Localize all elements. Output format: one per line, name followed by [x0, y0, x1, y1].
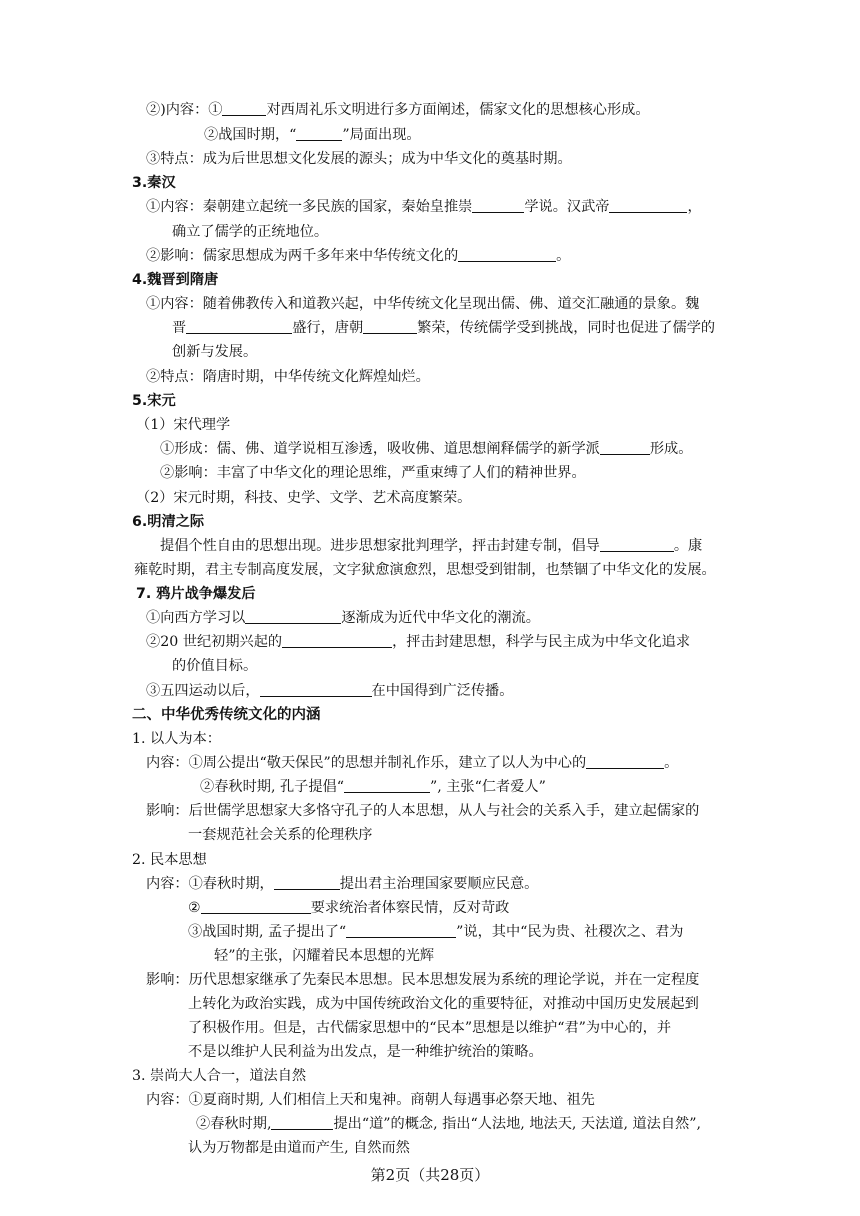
text-line	[196, 1114, 701, 1134]
section-heading	[132, 173, 176, 193]
line-text: 2. 民本思想	[132, 852, 207, 868]
text-line	[146, 632, 690, 652]
line-text: 了积极作用。但是，古代儒家思想中的“民本”思想是以维护“君”为中心的，并	[188, 1020, 672, 1036]
fill-in-blank[interactable]	[222, 100, 266, 116]
text-line	[146, 970, 699, 990]
line-text: （1）宋代理学	[136, 417, 231, 433]
fill-in-blank[interactable]	[609, 197, 687, 213]
text-line	[204, 125, 421, 145]
text-line	[172, 318, 715, 338]
line-text: 提出“道”的概念, 指出“人法地, 地法天, 天法道, 道法自然”,	[333, 1116, 701, 1132]
line-text: 轻”的主张，闪耀着民本思想的光辉	[214, 948, 435, 964]
line-text: 一套规范社会关系的伦理秩序	[188, 827, 373, 843]
text-line	[146, 801, 699, 821]
line-text: 在中国得到广泛传播。	[371, 683, 514, 699]
fill-in-blank[interactable]	[201, 898, 311, 914]
line-text: 上转化为政治实践，成为中国传统政治文化的重要特征，对推动中国历史发展起到	[188, 996, 699, 1012]
line-text: （2）宋元时期，科技、史学、文学、艺术高度繁荣。	[136, 490, 472, 506]
line-text: 4.魏晋到隋唐	[132, 272, 219, 288]
line-text: ②春秋时期,	[196, 1116, 272, 1132]
line-text: 。康	[673, 538, 703, 554]
text-line	[132, 729, 221, 749]
line-text: ③五四运动以后，	[146, 683, 260, 699]
line-text: ②20 世纪初期兴起的	[146, 634, 283, 650]
line-text: 6.明清之际	[132, 514, 205, 530]
text-line	[136, 488, 471, 508]
line-text: 7. 鸦片战争爆发后	[136, 586, 256, 602]
line-text: ①内容：随着佛教传入和道教兴起，中华传统文化呈现出儒、佛、道交汇融通的景象。魏	[146, 296, 700, 312]
text-line	[188, 1042, 543, 1062]
text-line	[188, 825, 372, 845]
line-text: 内容：①夏商时期, 人们相信上天和鬼神。商朝人每遇事必祭天地、祖先	[146, 1092, 595, 1108]
fill-in-blank[interactable]	[245, 608, 341, 624]
line-text: 内容：①周公提出“敬天保民”的思想并制礼作乐，建立了以人为中心的	[146, 755, 587, 771]
text-line	[160, 463, 586, 483]
line-text: 盛行，唐朝	[292, 320, 364, 336]
text-line	[214, 946, 434, 966]
line-text: ”, 主张“仁者爱人”	[429, 779, 546, 795]
line-text: ①内容：秦朝建立起统一多民族的国家，秦始皇推崇	[146, 199, 473, 215]
text-line	[146, 149, 572, 169]
text-line	[172, 656, 257, 676]
text-line	[160, 439, 692, 459]
fill-in-blank[interactable]	[472, 197, 524, 213]
section-heading	[132, 270, 218, 290]
line-text: 雍乾时期，君主专制高度发展，文字狱愈演愈烈，思想受到钳制，也禁锢了中华文化的发展。	[134, 562, 716, 578]
line-text: 二、中华优秀传统文化的内涵	[132, 707, 321, 723]
line-text: ，	[687, 199, 702, 215]
line-text: 要求统治者体察民情，反对苛政	[310, 900, 510, 916]
line-text: 提倡个性自由的思想出现。进步思想家批判理学，抨击封建专制，倡导	[160, 538, 600, 554]
text-line	[146, 1090, 595, 1110]
text-line	[146, 246, 570, 266]
section-heading	[136, 584, 256, 604]
text-line	[132, 1066, 306, 1086]
line-text: 逐渐成为近代中华文化的潮流。	[341, 610, 540, 626]
text-line	[146, 874, 538, 894]
line-text: ”局面出现。	[342, 127, 421, 143]
line-text: 繁荣，传统儒学受到挑战，同时也促进了儒学的	[417, 320, 716, 336]
text-line	[188, 1138, 410, 1158]
line-text: 3. 崇尚大人合一，道法自然	[132, 1068, 307, 1084]
text-line	[146, 100, 650, 120]
line-text: 对西周礼乐文明进行多方面阐述，儒家文化的思想核心形成。	[266, 102, 650, 118]
line-text: 的价值目标。	[172, 658, 258, 674]
text-line	[160, 536, 702, 556]
fill-in-blank[interactable]	[344, 777, 430, 793]
line-text: ②影响：儒家思想成为两千多年来中华传统文化的	[146, 248, 459, 264]
line-text: 形成。	[649, 441, 693, 457]
line-text: 5.宋元	[132, 393, 176, 409]
text-line	[172, 342, 257, 362]
line-text: ②)内容：①	[146, 102, 223, 118]
line-text: ②春秋时期, 孔子提倡“	[200, 779, 344, 795]
line-text: ②影响：丰富了中华文化的理论思维，严重束缚了人们的精神世界。	[160, 465, 586, 481]
line-text: 影响：历代思想家继承了先秦民本思想。民本思想发展为系统的理论学说，并在一定程度	[146, 972, 700, 988]
line-text: 。	[556, 248, 571, 264]
section-heading	[132, 705, 321, 725]
text-line	[146, 197, 702, 217]
fill-in-blank[interactable]	[271, 1114, 333, 1130]
fill-in-blank[interactable]	[363, 318, 417, 334]
text-line	[200, 777, 546, 797]
line-text: ③战国时期, 孟子提出了“	[188, 924, 347, 940]
text-line	[146, 608, 540, 628]
text-line	[132, 850, 207, 870]
fill-in-blank[interactable]	[282, 632, 392, 648]
text-line	[172, 222, 328, 242]
line-text: ②特点：隋唐时期，中华传统文化辉煌灿烂。	[146, 369, 430, 385]
line-text: ”说，其中“民为贵、社稷次之、君为	[456, 924, 684, 940]
text-line	[188, 1018, 671, 1038]
line-text: 确立了儒学的正统地位。	[172, 224, 329, 240]
fill-in-blank[interactable]	[346, 922, 456, 938]
fill-in-blank[interactable]	[586, 753, 664, 769]
text-line	[146, 681, 513, 701]
fill-in-blank[interactable]	[260, 681, 372, 697]
page-footer: 第2页（共28页）	[370, 1166, 490, 1184]
text-line	[136, 415, 230, 435]
text-line	[134, 560, 716, 580]
line-text: 内容：①春秋时期，	[146, 876, 274, 892]
line-text: 。	[664, 755, 679, 771]
text-line	[188, 994, 699, 1014]
fill-in-blank[interactable]	[458, 246, 556, 262]
text-line	[146, 753, 678, 773]
text-line	[146, 367, 430, 387]
section-heading	[132, 391, 176, 411]
text-line	[146, 294, 699, 314]
line-text: ②战国时期，“	[204, 127, 297, 143]
fill-in-blank[interactable]	[296, 125, 342, 141]
line-text: 认为万物都是由道而产生, 自然而然	[188, 1140, 410, 1156]
text-line	[188, 922, 683, 942]
line-text: 晋	[172, 320, 187, 336]
fill-in-blank[interactable]	[600, 536, 674, 552]
line-text: ②	[188, 900, 201, 916]
fill-in-blank[interactable]	[186, 318, 292, 334]
text-line	[188, 898, 509, 918]
fill-in-blank[interactable]	[274, 874, 340, 890]
fill-in-blank[interactable]	[600, 439, 650, 455]
line-text: ①形成：儒、佛、道学说相互渗透，吸收佛、道思想阐释儒学的新学派	[160, 441, 600, 457]
line-text: 影响：后世儒学思想家大多恪守孔子的人本思想，从人与社会的关系入手，建立起儒家的	[146, 803, 700, 819]
section-heading	[132, 512, 204, 532]
line-text: 创新与发展。	[172, 344, 258, 360]
line-text: 1. 以人为本：	[132, 731, 221, 747]
line-text: 3.秦汉	[132, 175, 176, 191]
line-text: 学说。汉武帝	[524, 199, 610, 215]
line-text: ，抨击封建思想，科学与民主成为中华文化追求	[392, 634, 691, 650]
line-text: ①向西方学习以	[146, 610, 246, 626]
line-text: ③特点：成为后世思想文化发展的源头；成为中华文化的奠基时期。	[146, 151, 572, 167]
line-text: 提出君主治理国家要顺应民意。	[339, 876, 539, 892]
line-text: 不是以维护人民利益为出发点，是一种维护统治的策略。	[188, 1044, 543, 1060]
